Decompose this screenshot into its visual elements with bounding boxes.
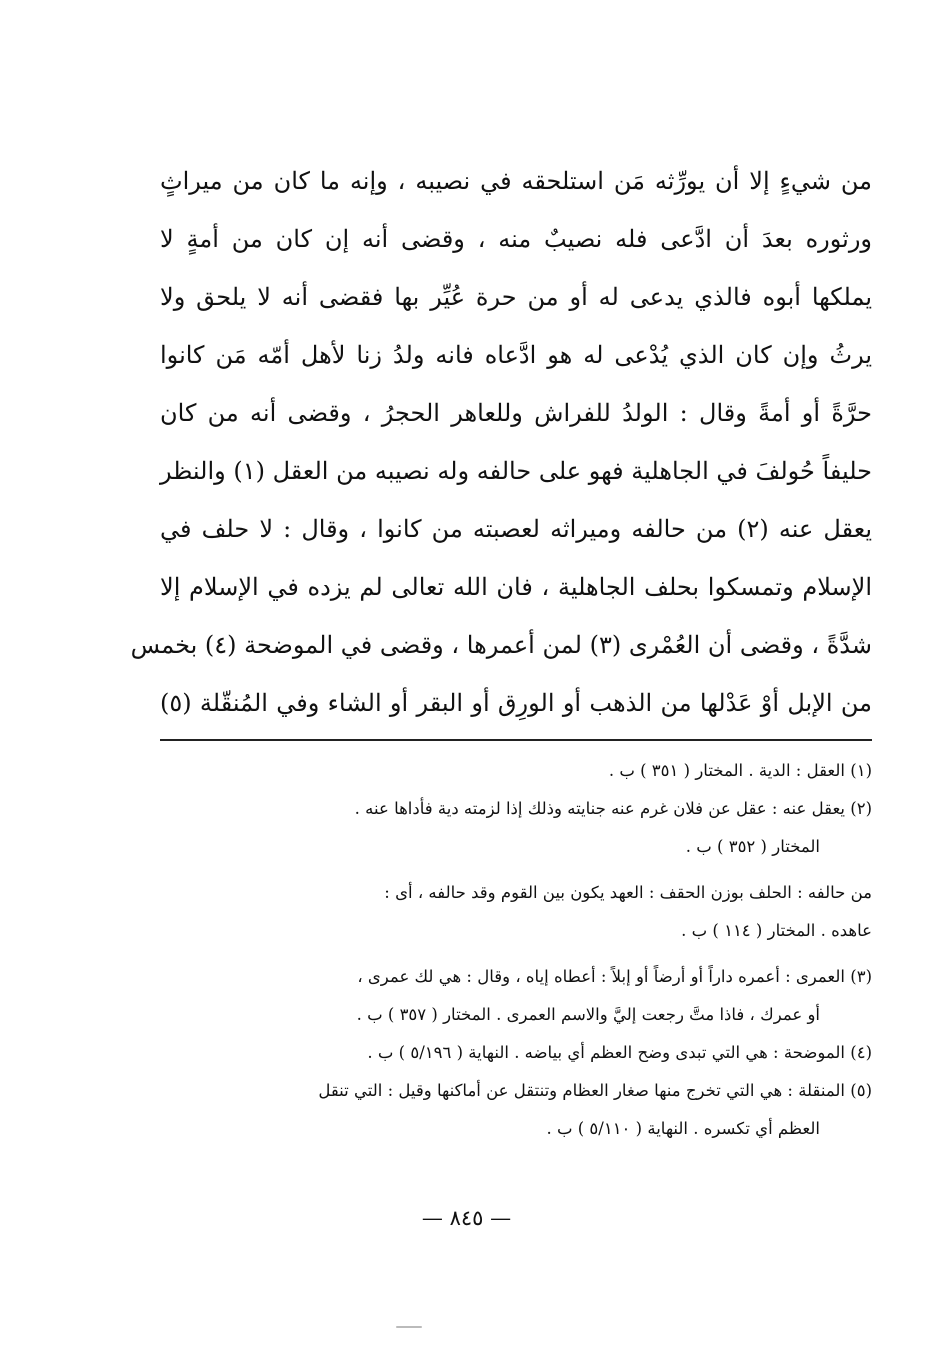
main-text-line: الإسلام وتمسكوا بحلف الجاهلية ، فان الله تعالى لم يزده في الإسلام إلا [160, 573, 872, 601]
footnote-divider [160, 739, 872, 741]
main-text-line: حرَّةً أو أمةً وقال : الولدُ للفراش وللعاهر الحجرُ ، وقضى أنه من كان [160, 399, 872, 427]
footnote-3: (٣) العمرى : أعمره داراً أو أرضاً أو إبلاً : أعطاه إياه ، وقال : هي لك عمرى ، [357, 967, 872, 986]
footnote-spacer [160, 866, 872, 874]
footnote-2: (٢) يعقل عنه : عقل عن فلان غرم عنه جنايته وذلك إذا لزمته دية فأداها عنه . [354, 799, 872, 818]
main-text-line: من شيءٍ إلا أن يورِّثه مَن استلحقه في نصيبه ، وإنه ما كان من ميراثٍ [160, 167, 872, 195]
main-text-line: حليفاً حُولفَ في الجاهلية فهو على حالفه وله نصيبه من العقل (١) والنظر [159, 457, 872, 485]
main-text-line: يرثُ وإن كان الذي يُدْعى له هو ادَّعاه فانه ولدُ زنا لأهل أمّه مَن كانوا [160, 341, 872, 369]
main-text-line: يملكها أبوه فالذي يدعى له أو من حرة عُيِّر بها فقضى أنه لا يلحق ولا [160, 283, 872, 311]
footnote-2-continuation: المختار ( ٣٥٢ ) ب . [685, 837, 820, 856]
main-text-line: يعقل عنه (٢) من حالفه وميراثه لعصبته من كانوا ، وقال : لا حلف في [160, 515, 873, 543]
footnote-2-addendum-continuation: عاهده . المختار ( ١١٤ ) ب . [681, 921, 872, 940]
main-text-block [130, 152, 873, 732]
footnote-3-continuation: أو عمرك ، فاذا متَّ رجعت إليَّ والاسم العمرى . المختار ( ٣٥٧ ) ب . [356, 1005, 820, 1024]
main-text-line: شدَّةً ، وقضى أن العُمْرى (٣) لمن أعمرها ، وقضى في الموضحة (٤) بخمس [130, 631, 872, 659]
footnote-4: (٤) الموضحة : هي التي تبدى وضح العظم أي بياضه . النهاية ( ٥/١٩٦ ) ب . [367, 1043, 872, 1062]
footnote-5: (٥) المنقلة : هي التي تخرج منها صغار العظام وتنتقل عن أماكنها وقيل : التي تنقل [318, 1081, 872, 1100]
footnote-2-addendum: من حالفه : الحلف بوزن الحقف : العهد يكون بين القوم وقد حالفه ، أى : [384, 883, 872, 902]
main-text-line: ورثوره بعدَ أن ادَّعى فله نصيبٌ منه ، وقضى أنه إن كان من أمةٍ لا [160, 225, 872, 253]
footnote-spacer [160, 950, 872, 958]
page-number: — ٨٤٥ — [421, 1206, 512, 1230]
footnotes-block [160, 752, 872, 1148]
scan-speck [396, 1326, 422, 1328]
main-text-line: من الإبل أوْ عَدْلها من الذهب أو الورِق أو البقر أو الشاء وفي المُنقّلة (٥) [160, 689, 872, 717]
footnote-5-continuation: العظم أي تكسره . النهاية ( ٥/١١٠ ) ب . [546, 1119, 820, 1138]
footnote-1: (١) العقل : الدية . المختار ( ٣٥١ ) ب . [608, 761, 872, 780]
